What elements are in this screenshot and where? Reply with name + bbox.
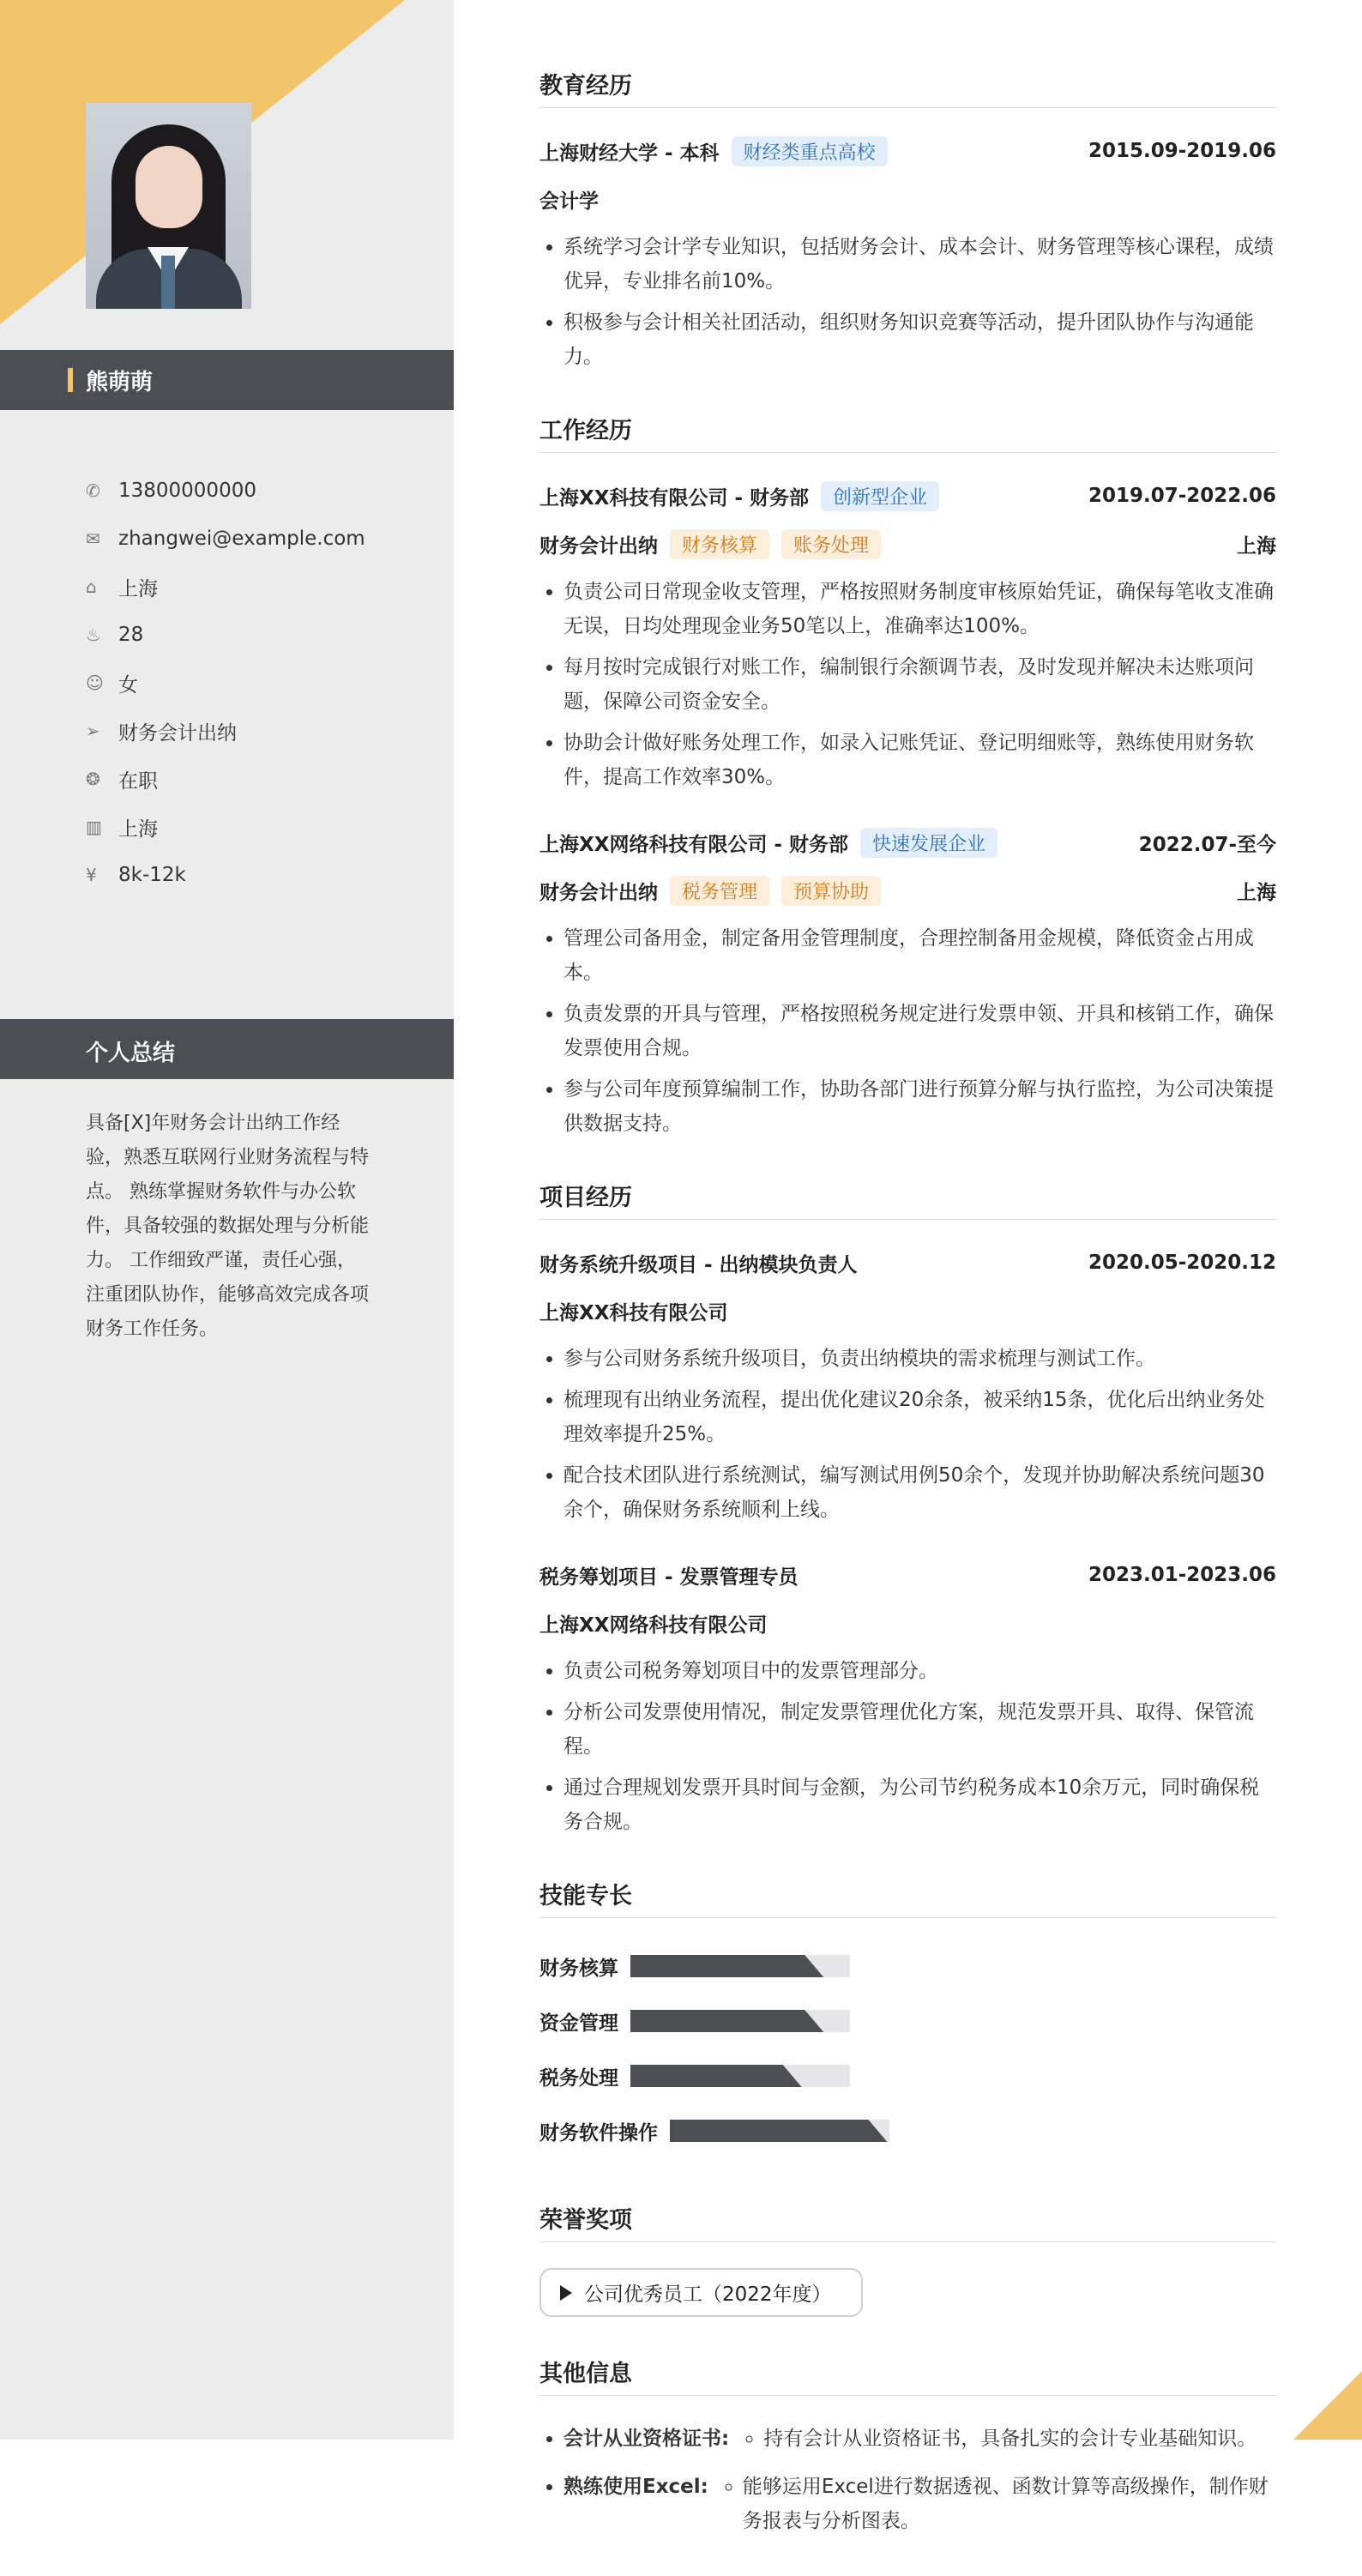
contact-list	[86, 467, 365, 899]
profile-name: 熊萌萌	[86, 370, 154, 395]
work-title: 工作经历	[539, 412, 1276, 453]
project-name: 税务筹划项目 - 发票管理专员	[539, 1566, 799, 1589]
honors-title: 荣誉奖项	[539, 2201, 1276, 2242]
skills-grid	[539, 1944, 1276, 2163]
contact-item	[86, 515, 365, 563]
contact-text: zhangwei@example.com	[118, 528, 365, 550]
contact-item	[86, 467, 365, 515]
project-bullets	[539, 1654, 1276, 1839]
list-item: • 负责公司日常现金收支管理，严格按照财务制度审核原始凭证，确保每笔收支准确无误，日均处理现金业务50笔以上，准确率达100%。	[563, 575, 1276, 643]
project-entry	[539, 1558, 1276, 1839]
project-section	[539, 1179, 1276, 1839]
job-date: 2022.07-至今	[1138, 833, 1276, 856]
avatar	[86, 103, 251, 309]
job-city: 上海	[1237, 534, 1276, 558]
other-label: • 熟练使用Excel:	[563, 2476, 708, 2498]
education-header	[539, 134, 1276, 168]
sidebar	[0, 0, 454, 2440]
gender-icon: ☺	[86, 673, 104, 693]
skill-item	[539, 1944, 917, 1988]
list-item	[563, 2422, 1276, 2456]
contact-text: 在职	[118, 769, 158, 793]
list-item: • 系统学习会计学专业知识，包括财务会计、成本会计、财务管理等核心课程，成绩优异，专业排名前10%。	[563, 230, 1276, 299]
project-company: 上海XX科技有限公司	[539, 1301, 728, 1324]
list-item: • 管理公司备用金，制定备用金管理制度，合理控制备用金规模，降低资金占用成本。	[563, 921, 1276, 990]
contact-text: 上海	[118, 577, 158, 600]
phone-icon: ✆	[86, 480, 100, 501]
company-name: 上海XX网络科技有限公司 - 财务部	[539, 833, 849, 856]
contact-item	[86, 563, 365, 611]
company-name: 上海XX科技有限公司 - 财务部	[539, 486, 810, 510]
company-tag: 快速发展企业	[860, 828, 997, 858]
other-section	[539, 2355, 1276, 2538]
education-bullets	[539, 230, 1276, 374]
project-entry	[539, 1246, 1276, 1527]
status-icon: ❂	[86, 769, 100, 789]
skill-bar-track	[630, 1955, 850, 1977]
school-tag: 财经类重点高校	[732, 136, 888, 166]
project-bullets	[539, 1342, 1276, 1527]
contact-text: 上海	[118, 817, 158, 841]
skill-tag: 账务处理	[781, 529, 881, 559]
skill-bar-track	[630, 2065, 850, 2087]
skill-item	[539, 1999, 917, 2043]
honors-section	[539, 2201, 1276, 2317]
contact-text: 28	[118, 624, 144, 646]
skill-bar-fill	[630, 1955, 823, 1977]
skill-bar-fill	[670, 2120, 887, 2142]
project-name: 财务系统升级项目 - 出纳模块负责人	[539, 1253, 858, 1276]
work-section	[539, 412, 1276, 1141]
education-date: 2015.09-2019.06	[1088, 140, 1276, 162]
skill-tag: 税务管理	[670, 876, 769, 906]
skill-item	[539, 2108, 917, 2153]
project-date: 2023.01-2023.06	[1088, 1564, 1276, 1586]
contact-item	[86, 803, 365, 851]
education-section	[539, 67, 1276, 374]
summary-bar	[0, 1019, 454, 1079]
skill-name: 税务处理	[539, 2066, 618, 2090]
contact-item	[86, 611, 365, 659]
job-role: 财务会计出纳	[539, 881, 658, 904]
summary-title: 个人总结	[86, 1041, 176, 1066]
skills-title: 技能专长	[539, 1877, 1276, 1918]
contact-item	[86, 659, 365, 707]
other-label: • 会计从业资格证书:	[563, 2428, 730, 2450]
other-text: ◦ 能够运用Excel进行数据透视、函数计算等高级操作，制作财务报表与分析图表。	[743, 2470, 1276, 2538]
list-item: • 协助会计做好账务处理工作，如录入记账凭证、登记明细账等，熟练使用财务软件，提高工作效率30%。	[563, 726, 1276, 794]
salary-icon: ¥	[86, 865, 97, 885]
list-item: • 通过合理规划发票开具时间与金额，为公司节约税务成本10余万元，同时确保税务合规。	[563, 1771, 1276, 1839]
education-major: 会计学	[539, 190, 599, 213]
contact-item	[86, 755, 365, 803]
contact-text: 财务会计出纳	[118, 721, 237, 745]
other-list	[539, 2422, 1276, 2538]
contact-item	[86, 851, 365, 899]
project-company: 上海XX网络科技有限公司	[539, 1614, 768, 1637]
education-major-row	[539, 182, 1276, 216]
main-content	[539, 67, 1276, 2576]
skill-name: 资金管理	[539, 2012, 618, 2035]
list-item: • 参与公司财务系统升级项目，负责出纳模块的需求梳理与测试工作。	[563, 1342, 1276, 1376]
contact-text: 13800000000	[118, 480, 256, 502]
building-icon: ▥	[86, 817, 102, 837]
list-item: • 分析公司发票使用情况，制定发票管理优化方案，规范发票开具、取得、保管流程。	[563, 1695, 1276, 1764]
skill-bar-track	[630, 2010, 850, 2032]
list-item	[563, 2470, 1276, 2538]
job-bullets	[539, 921, 1276, 1141]
corner-decoration	[1293, 2371, 1362, 2440]
contact-item	[86, 707, 365, 755]
skill-bar-fill	[630, 2065, 802, 2087]
other-text: ◦ 持有会计从业资格证书，具备扎实的会计专业基础知识。	[763, 2422, 1257, 2456]
mail-icon: ✉	[86, 528, 100, 549]
skill-tag: 预算协助	[781, 876, 881, 906]
job-bullets	[539, 575, 1276, 794]
summary-text: 具备[X]年财务会计出纳工作经验，熟悉互联网行业财务流程与特点。 熟练掌握财务软件与办公软件，具备较强的数据处理与分析能力。 工作细致严谨，责任心强，注重团队协作，能够高效完成各项财务工作任务。	[86, 1113, 370, 1340]
list-item: • 负责发票的开具与管理，严格按照税务规定进行发票申领、开具和核销工作，确保发票使用合规。	[563, 997, 1276, 1065]
education-title: 教育经历	[539, 67, 1276, 108]
list-item: • 每月按时完成银行对账工作，编制银行余额调节表，及时发现并解决未达账项问题，保障公司资金安全。	[563, 650, 1276, 719]
list-item: • 积极参与会计相关社团活动，组织财务知识竞赛等活动，提升团队协作与沟通能力。	[563, 305, 1276, 374]
job-date: 2019.07-2022.06	[1088, 485, 1276, 507]
project-date: 2020.05-2020.12	[1088, 1252, 1276, 1274]
name-bar	[0, 350, 454, 410]
other-title: 其他信息	[539, 2355, 1276, 2396]
skills-section	[539, 1877, 1276, 2163]
skill-bar-fill	[630, 2010, 823, 2032]
honor-item[interactable]	[539, 2268, 863, 2317]
play-triangle-icon	[560, 2285, 572, 2301]
list-item: • 参与公司年度预算编制工作，协助各部门进行预算分解与执行监控，为公司决策提供数据支持。	[563, 1072, 1276, 1141]
school-name: 上海财经大学 - 本科	[539, 142, 720, 165]
home-icon: ⌂	[86, 576, 97, 597]
job-role: 财务会计出纳	[539, 534, 658, 558]
company-tag: 创新型企业	[821, 481, 939, 511]
skill-name: 财务核算	[539, 1957, 618, 1980]
contact-text: 女	[118, 673, 138, 697]
skill-item	[539, 2054, 917, 2098]
skill-tag: 财务核算	[670, 529, 769, 559]
skill-name: 财务软件操作	[539, 2121, 658, 2145]
list-item: • 梳理现有出纳业务流程，提出优化建议20余条，被采纳15条，优化后出纳业务处理效率提升25%。	[563, 1383, 1276, 1451]
name-accent	[68, 368, 73, 392]
work-entry	[539, 825, 1276, 1141]
project-title: 项目经历	[539, 1179, 1276, 1220]
cake-icon: ♨	[86, 624, 101, 645]
list-item: • 负责公司税务筹划项目中的发票管理部分。	[563, 1654, 1276, 1688]
list-item: • 配合技术团队进行系统测试，编写测试用例50余个，发现并协助解决系统问题30余个，确保财务系统顺利上线。	[563, 1458, 1276, 1527]
skill-bar-track	[670, 2120, 889, 2142]
contact-text: 8k-12k	[118, 864, 186, 886]
work-entry	[539, 479, 1276, 794]
job-city: 上海	[1237, 881, 1276, 904]
honor-label: 公司优秀员工（2022年度）	[584, 2283, 832, 2306]
send-icon: ➢	[86, 721, 100, 741]
